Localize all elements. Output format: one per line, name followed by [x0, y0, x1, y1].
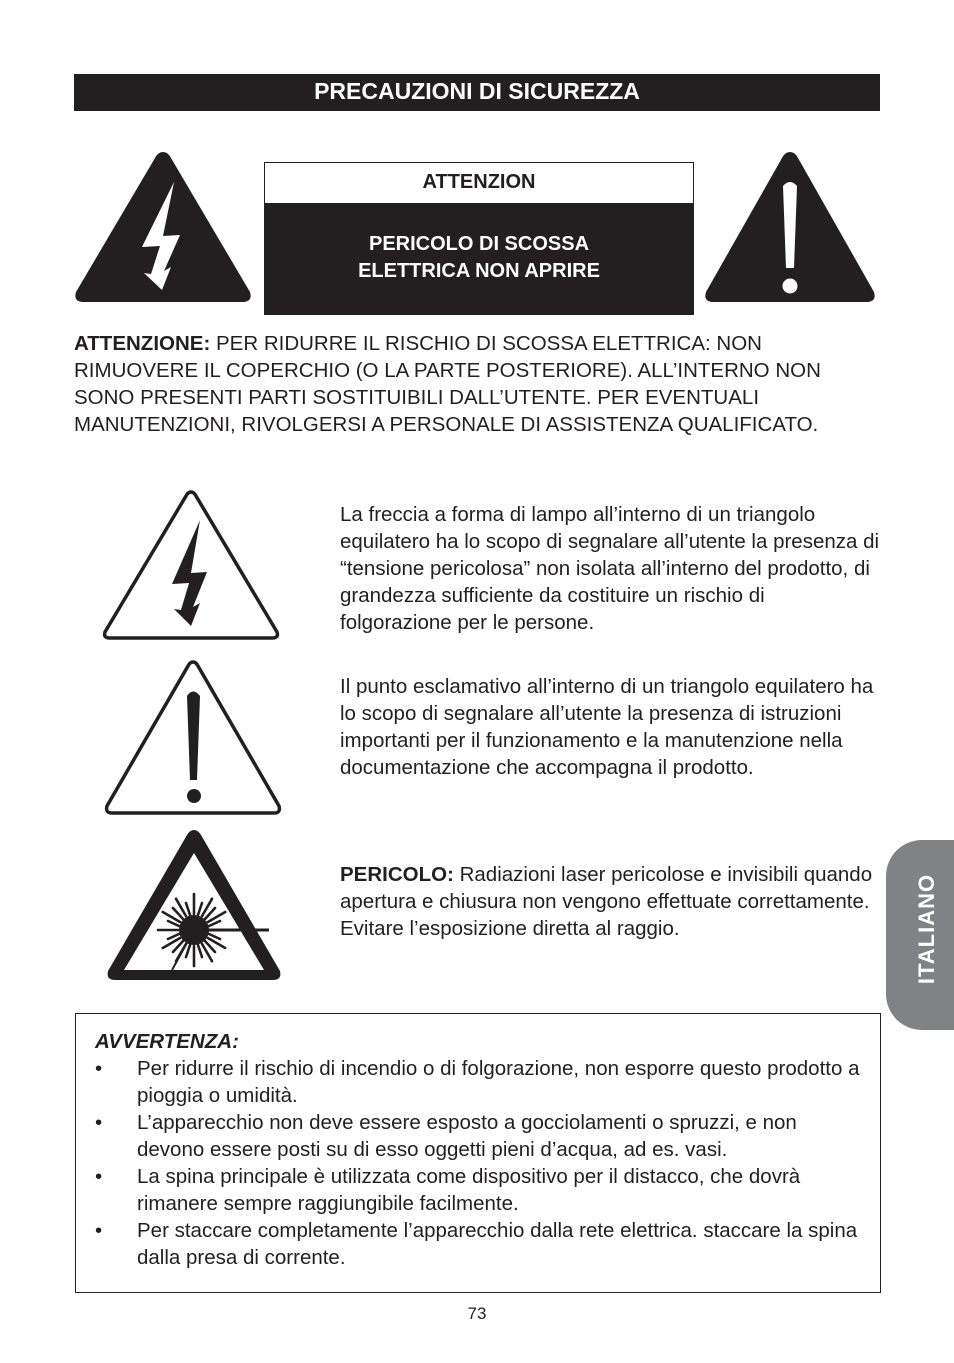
- attention-body: PER RIDURRE IL RISCHIO DI SCOSSA ELETTRICA: NON RIMUOVERE IL COPERCHIO (O LA PARTE POSTERIORE). ALL’INTERNO NON SONO PRESENTI PARTI SOSTITUIBILI DALL’UTENTE. PER EVENTUALI MANUTENZIONI, RIVOLGERSI A PERSONALE DI ASSISTENZA QUALIFICATO.: [74, 332, 821, 436]
- attention-lead: ATTENZIONE:: [74, 332, 211, 355]
- language-tab-label: ITALIANO: [914, 873, 939, 985]
- caution-label-box: [264, 162, 694, 315]
- avvertenza-box: [75, 1013, 881, 1293]
- section-header: [74, 74, 880, 111]
- exclamation-warning-icon: [702, 150, 878, 306]
- laser-hazard-text: Radiazioni laser pericolose e invisibili quando apertura e chiusura non vengono effettuate correttamente. Evitare l’esposizione diretta al raggio.: [340, 863, 873, 940]
- page-number: 73: [467, 1304, 487, 1323]
- dangerous-voltage-description: La freccia a forma di lampo all’interno di un triangolo equilatero ha lo scopo di segnalare all’utente la presenza di “tensione pericolosa” non isolata all’interno del prodotto, di grandezza sufficiente da costituire un rischio di folgorazione per le persone.: [340, 503, 880, 634]
- avvertenza-list: [95, 1055, 864, 1271]
- important-instructions-icon: [102, 656, 284, 818]
- laser-hazard-description: [340, 861, 880, 942]
- caution-label-line1: PERICOLO DI SCOSSA: [368, 233, 590, 255]
- caution-label-message: [265, 203, 693, 315]
- avvertenza-item: • Per ridurre il rischio di incendio o di folgorazione, non esporre questo prodotto a pioggia o umidità.: [95, 1055, 864, 1109]
- avvertenza-item: • L’apparecchio non deve essere esposto a gocciolamenti o spruzzi, e non devono essere posti su di esso oggetti pieni d’acqua, ad es. vasi.: [95, 1109, 864, 1163]
- laser-hazard-icon: [106, 828, 282, 982]
- avvertenza-item: • Per staccare completamente l’apparecchio dalla rete elettrica. staccare la spina dalla presa di corrente.: [95, 1217, 864, 1271]
- caution-label-line2: ELETTRICA NON APRIRE: [358, 260, 600, 282]
- electric-shock-warning-icon: [72, 150, 254, 306]
- avvertenza-title: AVVERTENZA:: [95, 1030, 239, 1053]
- important-instructions-description: Il punto esclamativo all’interno di un triangolo equilatero ha lo scopo di segnalare all’utente la presenza di istruzioni importanti per il funzionamento e la manutenzione nella documentazione che accompagna il prodotto.: [340, 675, 874, 779]
- caution-label-title: ATTENZION: [265, 163, 693, 203]
- language-tab: [886, 840, 954, 1030]
- attention-paragraph: [74, 330, 874, 438]
- dangerous-voltage-icon: [100, 486, 282, 642]
- section-title: PRECAUZIONI DI SICUREZZA: [314, 78, 640, 104]
- laser-hazard-lead: PERICOLO:: [340, 863, 454, 886]
- avvertenza-item: • La spina principale è utilizzata come dispositivo per il distacco, che dovrà rimanere sempre raggiungibile facilmente.: [95, 1163, 864, 1217]
